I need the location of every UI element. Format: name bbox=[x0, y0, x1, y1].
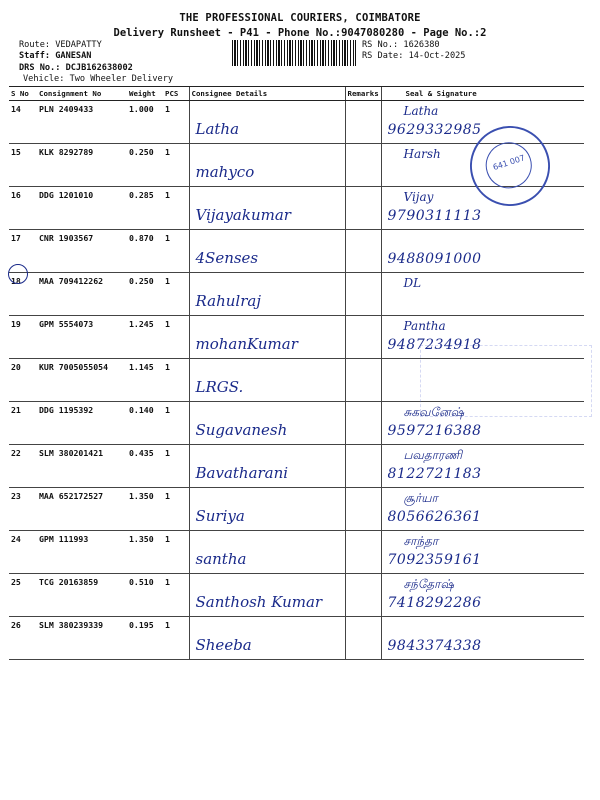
cell-pcs: 1 bbox=[163, 101, 189, 144]
cell-sno: 14 bbox=[9, 101, 37, 144]
consignee-handwritten-name: Sugavanesh bbox=[195, 421, 288, 439]
cell-consignee bbox=[189, 273, 345, 316]
cell-consignment: KUR 7005055054 bbox=[37, 359, 127, 402]
handwritten-phone: 9487234918 bbox=[387, 337, 482, 353]
cell-seal-signature bbox=[381, 273, 584, 316]
company-title: THE PROFESSIONAL COURIERS, COIMBATORE bbox=[179, 12, 421, 24]
cell-consignment: GPM 5554073 bbox=[37, 316, 127, 359]
consignee-handwritten-name: santha bbox=[195, 550, 247, 568]
handwritten-phone: 7092359161 bbox=[387, 552, 482, 568]
cell-consignment: SLM 380239339 bbox=[37, 617, 127, 660]
cell-consignee bbox=[189, 574, 345, 617]
handwritten-phone: 7418292286 bbox=[387, 595, 482, 611]
handwritten-signature: சூர்யா bbox=[403, 491, 438, 505]
handwritten-signature: Latha bbox=[403, 104, 439, 118]
handwritten-phone: 9488091000 bbox=[387, 251, 482, 267]
handwritten-signature: பவதாரணி bbox=[403, 448, 463, 462]
cell-sno: 17 bbox=[9, 230, 37, 273]
rs-date: RS Date: 14-Oct-2025 bbox=[362, 51, 466, 61]
cell-remarks bbox=[345, 187, 381, 230]
handwritten-phone: 8056626361 bbox=[387, 509, 482, 525]
cell-sno: 22 bbox=[9, 445, 37, 488]
cell-remarks bbox=[345, 531, 381, 574]
col-weight: Weight bbox=[127, 87, 163, 101]
route-label: Route: VEDAPATTY bbox=[19, 40, 102, 50]
faint-stamp-impression bbox=[420, 345, 592, 417]
table-row bbox=[9, 574, 584, 617]
barcode bbox=[232, 40, 356, 66]
staff-label: Staff: GANESAN bbox=[19, 51, 92, 61]
cell-pcs: 1 bbox=[163, 144, 189, 187]
cell-pcs: 1 bbox=[163, 445, 189, 488]
cell-consignee bbox=[189, 531, 345, 574]
cell-seal-signature bbox=[381, 445, 584, 488]
cell-consignee bbox=[189, 316, 345, 359]
cell-pcs: 1 bbox=[163, 359, 189, 402]
rs-number: RS No.: 1626380 bbox=[362, 40, 440, 50]
company-seal-stamp: 641 007 bbox=[460, 116, 561, 217]
consignee-handwritten-name: Latha bbox=[195, 120, 240, 138]
cell-weight: 0.140 bbox=[127, 402, 163, 445]
cell-weight: 1.245 bbox=[127, 316, 163, 359]
handwritten-signature: DL bbox=[403, 276, 422, 290]
handwritten-signature: சந்தோஷ் bbox=[403, 577, 454, 591]
cell-pcs: 1 bbox=[163, 230, 189, 273]
table-row bbox=[9, 445, 584, 488]
cell-sno: 16 bbox=[9, 187, 37, 230]
cell-remarks bbox=[345, 101, 381, 144]
cell-remarks bbox=[345, 230, 381, 273]
cell-remarks bbox=[345, 445, 381, 488]
cell-sno: 23 bbox=[9, 488, 37, 531]
cell-sno: 20 bbox=[9, 359, 37, 402]
col-seal: Seal & Signature bbox=[381, 87, 584, 101]
cell-weight: 0.435 bbox=[127, 445, 163, 488]
cell-consignment: KLK 8292789 bbox=[37, 144, 127, 187]
table-row bbox=[9, 273, 584, 316]
cell-consignee bbox=[189, 488, 345, 531]
consignee-handwritten-name: Vijayakumar bbox=[195, 206, 291, 224]
consignee-handwritten-name: Santhosh Kumar bbox=[195, 593, 323, 611]
consignee-handwritten-name: Rahulraj bbox=[195, 292, 261, 310]
consignee-handwritten-name: LRGS. bbox=[195, 378, 244, 396]
consignee-handwritten-name: mahyco bbox=[195, 163, 255, 181]
col-pcs: PCS bbox=[163, 87, 189, 101]
cell-consignee bbox=[189, 402, 345, 445]
cell-consignee bbox=[189, 144, 345, 187]
cell-pcs: 1 bbox=[163, 617, 189, 660]
cell-weight: 0.285 bbox=[127, 187, 163, 230]
cell-consignee bbox=[189, 230, 345, 273]
cell-weight: 0.870 bbox=[127, 230, 163, 273]
handwritten-signature: சுகவனேஷ் bbox=[403, 405, 465, 419]
cell-weight: 1.350 bbox=[127, 531, 163, 574]
cell-pcs: 1 bbox=[163, 402, 189, 445]
cell-consignment: CNR 1903567 bbox=[37, 230, 127, 273]
cell-remarks bbox=[345, 273, 381, 316]
cell-consignment: PLN 2409433 bbox=[37, 101, 127, 144]
cell-consignee bbox=[189, 187, 345, 230]
col-sno: S No bbox=[9, 87, 37, 101]
cell-consignment: TCG 20163859 bbox=[37, 574, 127, 617]
handwritten-phone: 9843374338 bbox=[387, 638, 482, 654]
consignee-handwritten-name: Suriya bbox=[195, 507, 245, 525]
cell-weight: 1.000 bbox=[127, 101, 163, 144]
col-consignment: Consignment No bbox=[37, 87, 127, 101]
cell-pcs: 1 bbox=[163, 488, 189, 531]
cell-sno: 19 bbox=[9, 316, 37, 359]
cell-sno: 15 bbox=[9, 144, 37, 187]
cell-consignee bbox=[189, 617, 345, 660]
cell-remarks bbox=[345, 488, 381, 531]
handwritten-phone: 9790311113 bbox=[387, 208, 482, 224]
cell-remarks bbox=[345, 359, 381, 402]
cell-seal-signature bbox=[381, 574, 584, 617]
cell-remarks bbox=[345, 574, 381, 617]
handwritten-signature: Vijay bbox=[403, 190, 434, 204]
table-header-row bbox=[9, 87, 584, 101]
handwritten-signature: Harsh bbox=[403, 147, 441, 161]
consignee-handwritten-name: mohanKumar bbox=[195, 335, 298, 353]
consignee-handwritten-name: 4Senses bbox=[195, 249, 259, 267]
cell-consignee bbox=[189, 359, 345, 402]
cell-sno: 25 bbox=[9, 574, 37, 617]
cell-remarks bbox=[345, 402, 381, 445]
cell-weight: 0.250 bbox=[127, 273, 163, 316]
handwritten-phone: 9597216388 bbox=[387, 423, 482, 439]
cell-consignment: SLM 380201421 bbox=[37, 445, 127, 488]
handwritten-signature: சாந்தா bbox=[403, 534, 439, 548]
cell-pcs: 1 bbox=[163, 273, 189, 316]
cell-weight: 0.250 bbox=[127, 144, 163, 187]
cell-seal-signature bbox=[381, 488, 584, 531]
cell-consignee bbox=[189, 445, 345, 488]
cell-remarks bbox=[345, 316, 381, 359]
table-row bbox=[9, 230, 584, 273]
cell-consignment: MAA 652172527 bbox=[37, 488, 127, 531]
cell-sno: 18 bbox=[9, 273, 37, 316]
cell-sno: 24 bbox=[9, 531, 37, 574]
consignee-handwritten-name: Bavatharani bbox=[195, 464, 289, 482]
cell-weight: 1.350 bbox=[127, 488, 163, 531]
cell-consignment: GPM 111993 bbox=[37, 531, 127, 574]
cell-consignment: DDG 1201010 bbox=[37, 187, 127, 230]
cell-pcs: 1 bbox=[163, 316, 189, 359]
cell-consignee bbox=[189, 101, 345, 144]
cell-seal-signature bbox=[381, 617, 584, 660]
cell-seal-signature bbox=[381, 531, 584, 574]
handwritten-phone: 9629332985 bbox=[387, 122, 482, 138]
cell-consignment: DDG 1195392 bbox=[37, 402, 127, 445]
table-row bbox=[9, 617, 584, 660]
col-remarks: Remarks bbox=[345, 87, 381, 101]
cell-remarks bbox=[345, 617, 381, 660]
table-row bbox=[9, 488, 584, 531]
drs-label: DRS No.: DCJB162638002 bbox=[19, 63, 133, 73]
handwritten-phone: 8122721183 bbox=[387, 466, 482, 482]
cell-consignment: MAA 709412262 bbox=[37, 273, 127, 316]
cell-weight: 0.510 bbox=[127, 574, 163, 617]
runsheet-subtitle: Delivery Runsheet - P41 - Phone No.:9047080280 - Page No.:2 bbox=[113, 27, 487, 39]
cell-weight: 1.145 bbox=[127, 359, 163, 402]
cell-weight: 0.195 bbox=[127, 617, 163, 660]
cell-pcs: 1 bbox=[163, 187, 189, 230]
cell-sno: 26 bbox=[9, 617, 37, 660]
cell-seal-signature bbox=[381, 230, 584, 273]
cell-pcs: 1 bbox=[163, 531, 189, 574]
table-row bbox=[9, 531, 584, 574]
handwritten-signature: Pantha bbox=[403, 319, 446, 333]
cell-pcs: 1 bbox=[163, 574, 189, 617]
cell-remarks bbox=[345, 144, 381, 187]
cell-sno: 21 bbox=[9, 402, 37, 445]
consignee-handwritten-name: Sheeba bbox=[195, 636, 252, 654]
hand-circled-mark bbox=[8, 264, 28, 284]
col-consignee: Consignee Details bbox=[189, 87, 345, 101]
vehicle-label: Vehicle: Two Wheeler Delivery bbox=[23, 74, 174, 84]
